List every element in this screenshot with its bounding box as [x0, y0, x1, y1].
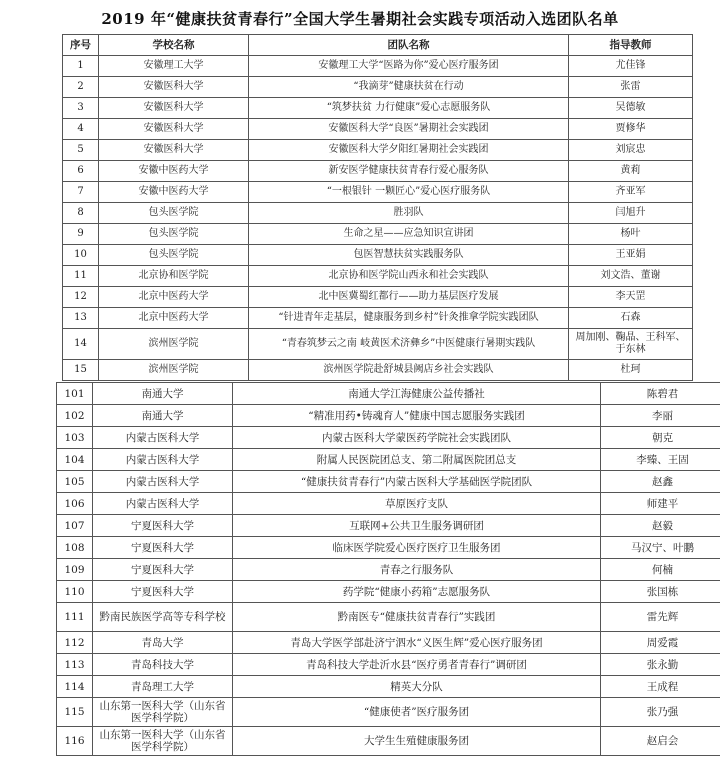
header-index: 序号: [63, 35, 99, 56]
row-advisor: 石森: [569, 308, 693, 329]
row-index: 107: [57, 515, 93, 537]
row-school: 青岛大学: [93, 632, 233, 654]
row-index: 8: [63, 203, 99, 224]
row-team: “精准用药•铸魂育人”健康中国志愿服务实践团: [233, 405, 601, 427]
row-index: 116: [57, 727, 93, 756]
table-row: [63, 119, 693, 140]
row-team: 草原医疗支队: [233, 493, 601, 515]
row-advisor: 杜珂: [569, 360, 693, 381]
table-row: [63, 308, 693, 329]
row-team: 胜羽队: [249, 203, 569, 224]
row-school: 安徽中医药大学: [99, 161, 249, 182]
row-advisor: 闫旭升: [569, 203, 693, 224]
row-advisor: 赵启会: [601, 727, 720, 756]
table-row: [57, 559, 720, 581]
row-school: 内蒙古医科大学: [93, 427, 233, 449]
row-advisor: 陈碧君: [601, 383, 720, 405]
row-team: 滨州医学院赴舒城县阙店乡社会实践队: [249, 360, 569, 381]
row-school: 宁夏医科大学: [93, 537, 233, 559]
row-index: 10: [63, 245, 99, 266]
table-row: [63, 329, 693, 360]
row-advisor: 周加刚、鞠晶、王科军、于东林: [569, 329, 693, 360]
table-row: [63, 360, 693, 381]
row-team: 北中医冀蜀红都行——助力基层医疗发展: [249, 287, 569, 308]
row-school: 宁夏医科大学: [93, 559, 233, 581]
row-school: 内蒙古医科大学: [93, 493, 233, 515]
row-school: 安徽医科大学: [99, 77, 249, 98]
row-advisor: 李天罡: [569, 287, 693, 308]
row-advisor: 刘文浩、董谢: [569, 266, 693, 287]
row-advisor: 张雷: [569, 77, 693, 98]
row-team: “健康使者”医疗服务团: [233, 698, 601, 727]
header-team: 团队名称: [249, 35, 569, 56]
row-school: 宁夏医科大学: [93, 581, 233, 603]
row-advisor: 师建平: [601, 493, 720, 515]
row-advisor: 周爱霞: [601, 632, 720, 654]
row-team: 生命之星——应急知识宣讲团: [249, 224, 569, 245]
row-school: 北京协和医学院: [99, 266, 249, 287]
table-row: [57, 632, 720, 654]
row-team: 南通大学江海健康公益传播社: [233, 383, 601, 405]
row-school: 安徽医科大学: [99, 140, 249, 161]
row-advisor: 马汉宁、叶鹏: [601, 537, 720, 559]
row-team: 精英大分队: [233, 676, 601, 698]
table-row: [57, 383, 720, 405]
row-index: 108: [57, 537, 93, 559]
table-row: [57, 676, 720, 698]
table-row: [63, 161, 693, 182]
row-team: “青春筑梦云之南 岐黄医术济彝乡”中医健康行暑期实践队: [249, 329, 569, 360]
row-school: 安徽中医药大学: [99, 182, 249, 203]
header-school: 学校名称: [99, 35, 249, 56]
row-school: 包头医学院: [99, 245, 249, 266]
row-school: 包头医学院: [99, 224, 249, 245]
table-row: [57, 654, 720, 676]
table-row: [57, 581, 720, 603]
row-team: “筑梦扶贫 力行健康”爱心志愿服务队: [249, 98, 569, 119]
table-row: [63, 224, 693, 245]
row-advisor: 刘宸忠: [569, 140, 693, 161]
row-advisor: 吴德敏: [569, 98, 693, 119]
row-index: 115: [57, 698, 93, 727]
page-title: 2019 年“健康扶贫青春行”全国大学生暑期社会实践专项活动入选团队名单: [101, 10, 619, 28]
row-index: 2: [63, 77, 99, 98]
row-team: 互联网+公共卫生服务调研团: [233, 515, 601, 537]
row-advisor: 贾修华: [569, 119, 693, 140]
row-team: 新安医学健康扶贫青春行爱心服务队: [249, 161, 569, 182]
row-index: 110: [57, 581, 93, 603]
row-advisor: 张国栋: [601, 581, 720, 603]
row-index: 109: [57, 559, 93, 581]
row-team: 青岛科技大学赴沂水县“医疗勇者青春行”调研团: [233, 654, 601, 676]
row-team: 北京协和医学院山西永和社会实践队: [249, 266, 569, 287]
row-index: 1: [63, 56, 99, 77]
row-advisor: 杨叶: [569, 224, 693, 245]
team-list-table-top: [62, 34, 693, 381]
row-school: 山东第一医科大学（山东省医学科学院）: [93, 727, 233, 756]
row-advisor: 张永勤: [601, 654, 720, 676]
table-row: [57, 427, 720, 449]
row-team: 临床医学院爱心医疗医疗卫生服务团: [233, 537, 601, 559]
row-school: 山东第一医科大学（山东省医学科学院）: [93, 698, 233, 727]
row-school: 安徽医科大学: [99, 98, 249, 119]
row-team: 青春之行服务队: [233, 559, 601, 581]
row-team: 青岛大学医学部赴济宁泗水“义医生辉”爱心医疗服务团: [233, 632, 601, 654]
table-row: [57, 537, 720, 559]
row-advisor: 何楠: [601, 559, 720, 581]
row-advisor: 雷先辉: [601, 603, 720, 632]
row-team: “我滴芽”健康扶贫在行动: [249, 77, 569, 98]
table-row: [57, 603, 720, 632]
row-advisor: 李臻、王固: [601, 449, 720, 471]
row-advisor: 张乃强: [601, 698, 720, 727]
row-school: 安徽理工大学: [99, 56, 249, 77]
table-row: [63, 266, 693, 287]
row-team: 安徽医科大学夕阳红暑期社会实践团: [249, 140, 569, 161]
row-team: 黔南医专“健康扶贫青春行”实践团: [233, 603, 601, 632]
row-school: 青岛科技大学: [93, 654, 233, 676]
row-school: 南通大学: [93, 405, 233, 427]
row-school: 内蒙古医科大学: [93, 471, 233, 493]
row-index: 114: [57, 676, 93, 698]
row-school: 滨州医学院: [99, 360, 249, 381]
row-advisor: 赵鑫: [601, 471, 720, 493]
row-advisor: 李丽: [601, 405, 720, 427]
row-index: 102: [57, 405, 93, 427]
row-team: 大学生生殖健康服务团: [233, 727, 601, 756]
row-index: 4: [63, 119, 99, 140]
row-team: 药学院“健康小药箱”志愿服务队: [233, 581, 601, 603]
row-index: 13: [63, 308, 99, 329]
row-index: 11: [63, 266, 99, 287]
row-team: 安徽医科大学“良医”暑期社会实践团: [249, 119, 569, 140]
table-row: [57, 449, 720, 471]
row-index: 6: [63, 161, 99, 182]
table-row: [57, 471, 720, 493]
row-team: 附属人民医院团总支、第二附属医院团总支: [233, 449, 601, 471]
team-list-table-bottom: [56, 382, 720, 756]
table-row: [63, 182, 693, 203]
row-school: 黔南民族医学高等专科学校: [93, 603, 233, 632]
row-index: 12: [63, 287, 99, 308]
row-school: 宁夏医科大学: [93, 515, 233, 537]
row-index: 113: [57, 654, 93, 676]
row-index: 3: [63, 98, 99, 119]
row-advisor: 王成程: [601, 676, 720, 698]
table-row: [63, 77, 693, 98]
table-row: [63, 203, 693, 224]
row-advisor: 齐亚军: [569, 182, 693, 203]
row-school: 滨州医学院: [99, 329, 249, 360]
row-index: 101: [57, 383, 93, 405]
row-team: 安徽理工大学“医路为你”爱心医疗服务团: [249, 56, 569, 77]
row-school: 北京中医药大学: [99, 308, 249, 329]
table-row: [63, 98, 693, 119]
table-row: [57, 405, 720, 427]
row-index: 103: [57, 427, 93, 449]
row-team: 内蒙古医科大学蒙医药学院社会实践团队: [233, 427, 601, 449]
row-index: 106: [57, 493, 93, 515]
row-school: 南通大学: [93, 383, 233, 405]
row-index: 7: [63, 182, 99, 203]
table-row: [63, 287, 693, 308]
row-team: “针进青年走基层，健康服务到乡村”针灸推拿学院实践团队: [249, 308, 569, 329]
table-row: [57, 698, 720, 727]
row-advisor: 王亚娟: [569, 245, 693, 266]
row-team: “健康扶贫青春行”内蒙古医科大学基础医学院团队: [233, 471, 601, 493]
row-index: 15: [63, 360, 99, 381]
header-advisor: 指导教师: [569, 35, 693, 56]
row-index: 14: [63, 329, 99, 360]
table-row: [63, 56, 693, 77]
row-team: “一根银针 一颗匠心”爱心医疗服务队: [249, 182, 569, 203]
row-index: 9: [63, 224, 99, 245]
row-index: 111: [57, 603, 93, 632]
table-row: [57, 515, 720, 537]
table-row: [57, 727, 720, 756]
row-school: 包头医学院: [99, 203, 249, 224]
row-index: 112: [57, 632, 93, 654]
row-team: 包医智慧扶贫实践服务队: [249, 245, 569, 266]
table-row: [63, 245, 693, 266]
row-advisor: 黄莉: [569, 161, 693, 182]
row-school: 安徽医科大学: [99, 119, 249, 140]
row-advisor: 赵毅: [601, 515, 720, 537]
row-index: 105: [57, 471, 93, 493]
row-index: 104: [57, 449, 93, 471]
row-advisor: 朝克: [601, 427, 720, 449]
row-advisor: 尤佳锋: [569, 56, 693, 77]
table-header-row: [63, 35, 693, 56]
row-school: 北京中医药大学: [99, 287, 249, 308]
table-row: [57, 493, 720, 515]
row-school: 内蒙古医科大学: [93, 449, 233, 471]
table-row: [63, 140, 693, 161]
row-index: 5: [63, 140, 99, 161]
row-school: 青岛理工大学: [93, 676, 233, 698]
